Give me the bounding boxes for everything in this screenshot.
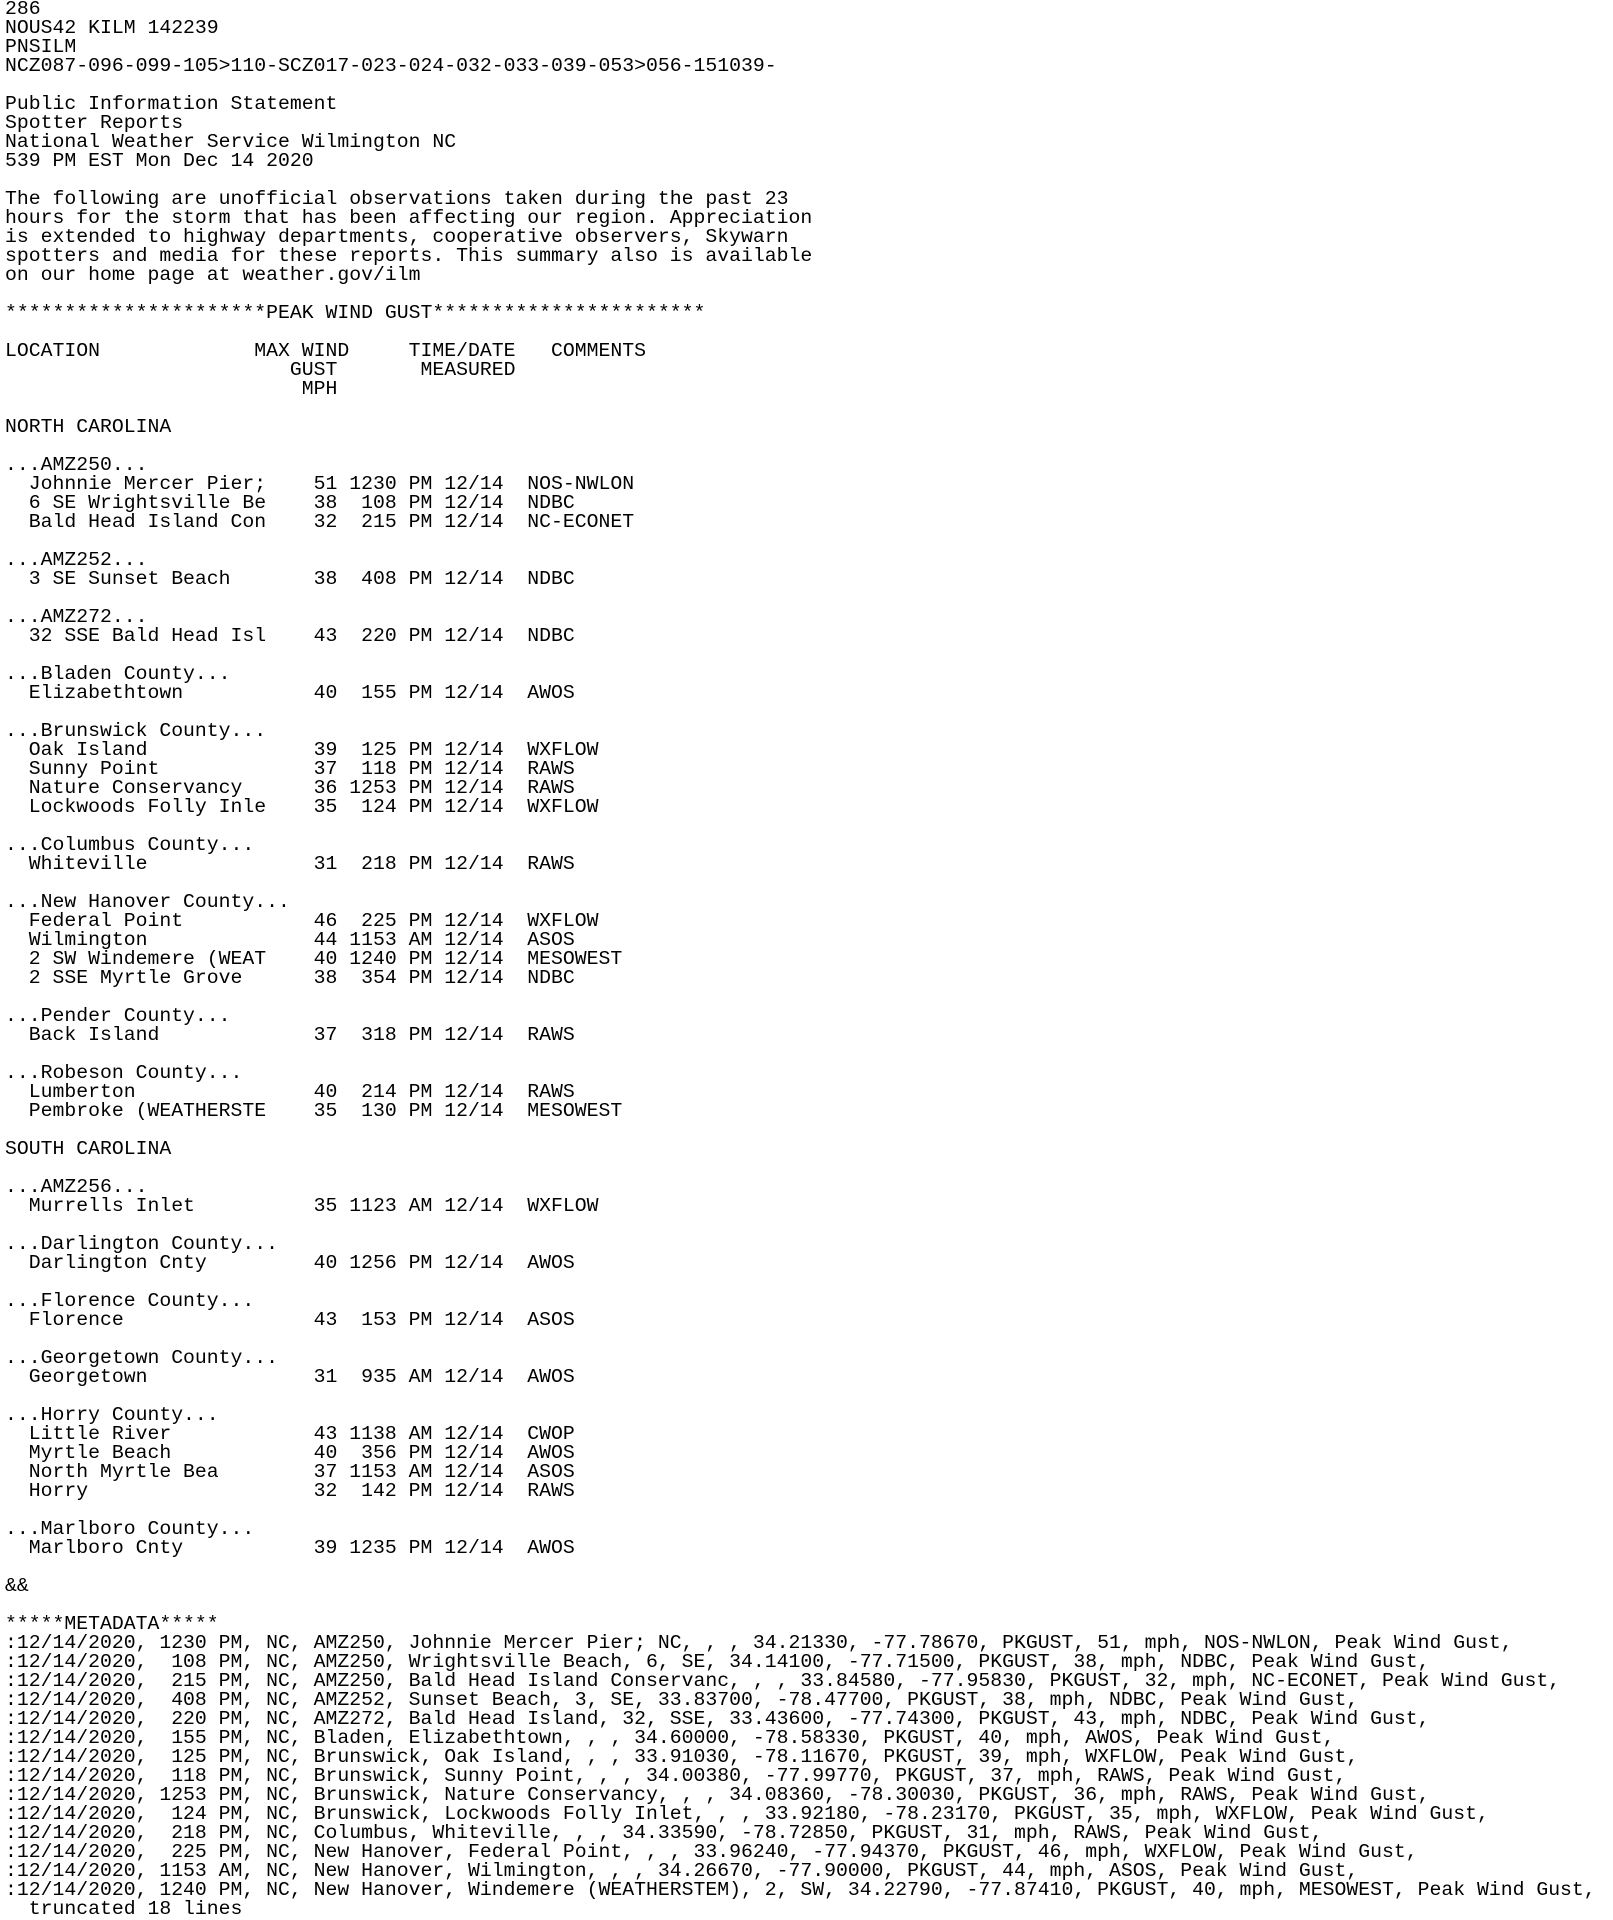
text-line: Back Island 37 318 PM 12/14 RAWS: [5, 1024, 575, 1046]
text-line: [5, 399, 1596, 418]
text-line: *****METADATA*****: [5, 1613, 219, 1635]
text-line: Bald Head Island Con 32 215 PM 12/14 NC-ECONET: [5, 511, 635, 533]
text-line: [5, 1558, 1596, 1577]
text-line: spotters and media for these reports. This summary also is available: [5, 245, 813, 267]
text-line: :12/14/2020, 125 PM, NC, Brunswick, Oak Island, , , 33.91030, -78.11670, PKGUST, 39, mph, WXFLOW, Peak Wind Gust,: [5, 1746, 1359, 1768]
text-line: [5, 1045, 1596, 1064]
text-line: Florence 43 153 PM 12/14 ASOS: [5, 1309, 575, 1331]
text-line: [5, 1387, 1596, 1406]
public-information-statement-text: [5, 0, 1596, 1919]
text-line: Johnnie Mercer Pier; 51 1230 PM 12/14 NOS-NWLON: [5, 473, 635, 495]
text-line: Spotter Reports: [5, 112, 184, 134]
text-line: 32 SSE Bald Head Isl 43 220 PM 12/14 NDBC: [5, 625, 575, 647]
text-line: :12/14/2020, 1240 PM, NC, New Hanover, Windemere (WEATHERSTEM), 2, SW, 34.22790, -77.87410, PKGUST, 40, mph, MESOWEST, Peak Wind Gust,: [5, 1879, 1596, 1901]
text-line: North Myrtle Bea 37 1153 AM 12/14 ASOS: [5, 1461, 575, 1483]
text-line: National Weather Service Wilmington NC: [5, 131, 457, 153]
text-line: ...AMZ272...: [5, 606, 148, 628]
text-line: 2 SW Windemere (WEAT 40 1240 PM 12/14 MESOWEST: [5, 948, 623, 970]
text-line: 6 SE Wrightsville Be 38 108 PM 12/14 NDBC: [5, 492, 575, 514]
text-line: :12/14/2020, 108 PM, NC, AMZ250, Wrightsville Beach, 6, SE, 34.14100, -77.71500, PKGUST, 38, mph, NDBC, Peak Wind Gust,: [5, 1651, 1430, 1673]
text-line: :12/14/2020, 1253 PM, NC, Brunswick, Nature Conservancy, , , 34.08360, -78.30030, PKGUST, 36, mph, RAWS, Peak Wind Gust,: [5, 1784, 1430, 1806]
text-line: Myrtle Beach 40 356 PM 12/14 AWOS: [5, 1442, 575, 1464]
text-line: ...Florence County...: [5, 1290, 255, 1312]
text-line: Oak Island 39 125 PM 12/14 WXFLOW: [5, 739, 599, 761]
text-line: MPH: [5, 378, 338, 400]
text-line: ...AMZ252...: [5, 549, 148, 571]
text-line: 286: [5, 0, 41, 20]
text-line: ...Horry County...: [5, 1404, 219, 1426]
text-line: [5, 1596, 1596, 1615]
text-line: NORTH CAROLINA: [5, 416, 172, 438]
text-line: :12/14/2020, 218 PM, NC, Columbus, Whiteville, , , 34.33590, -78.72850, PKGUST, 31, mph, RAWS, Peak Wind Gust,: [5, 1822, 1323, 1844]
text-line: on our home page at weather.gov/ilm: [5, 264, 421, 286]
text-line: ...Brunswick County...: [5, 720, 267, 742]
text-line: Whiteville 31 218 PM 12/14 RAWS: [5, 853, 575, 875]
text-line: Georgetown 31 935 AM 12/14 AWOS: [5, 1366, 575, 1388]
text-line: [5, 988, 1596, 1007]
text-line: :12/14/2020, 408 PM, NC, AMZ252, Sunset Beach, 3, SE, 33.83700, -78.47700, PKGUST, 38, mph, NDBC, Peak Wind Gust,: [5, 1689, 1359, 1711]
text-line: hours for the storm that has been affecting our region. Appreciation: [5, 207, 813, 229]
text-line: Elizabethtown 40 155 PM 12/14 AWOS: [5, 682, 575, 704]
text-line: [5, 532, 1596, 551]
text-line: ...Robeson County...: [5, 1062, 243, 1084]
text-line: Marlboro Cnty 39 1235 PM 12/14 AWOS: [5, 1537, 575, 1559]
text-line: Sunny Point 37 118 PM 12/14 RAWS: [5, 758, 575, 780]
text-line: LOCATION MAX WIND TIME/DATE COMMENTS: [5, 340, 647, 362]
text-line: is extended to highway departments, cooperative observers, Skywarn: [5, 226, 789, 248]
text-line: :12/14/2020, 1153 AM, NC, New Hanover, Wilmington, , , 34.26670, -77.90000, PKGUST, 44, mph, ASOS, Peak Wind Gust,: [5, 1860, 1359, 1882]
text-line: 2 SSE Myrtle Grove 38 354 PM 12/14 NDBC: [5, 967, 575, 989]
text-line: Federal Point 46 225 PM 12/14 WXFLOW: [5, 910, 599, 932]
text-line: Public Information Statement: [5, 93, 338, 115]
text-line: ...AMZ250...: [5, 454, 148, 476]
text-line: Nature Conservancy 36 1253 PM 12/14 RAWS: [5, 777, 575, 799]
text-line: ...Columbus County...: [5, 834, 255, 856]
text-line: ...Georgetown County...: [5, 1347, 279, 1369]
text-line: ...Bladen County...: [5, 663, 231, 685]
text-line: Lumberton 40 214 PM 12/14 RAWS: [5, 1081, 575, 1103]
text-line: [5, 1121, 1596, 1140]
text-line: Murrells Inlet 35 1123 AM 12/14 WXFLOW: [5, 1195, 599, 1217]
text-line: [5, 437, 1596, 456]
text-line: ...Marlboro County...: [5, 1518, 255, 1540]
text-line: [5, 646, 1596, 665]
text-line: **********************PEAK WIND GUST***********************: [5, 302, 706, 324]
text-line: [5, 1159, 1596, 1178]
text-line: ...New Hanover County...: [5, 891, 290, 913]
text-line: :12/14/2020, 155 PM, NC, Bladen, Elizabethtown, , , 34.60000, -78.58330, PKGUST, 40, mph, AWOS, Peak Wind Gust,: [5, 1727, 1335, 1749]
text-line: Lockwoods Folly Inle 35 124 PM 12/14 WXFLOW: [5, 796, 599, 818]
text-line: 539 PM EST Mon Dec 14 2020: [5, 150, 314, 172]
text-line: Little River 43 1138 AM 12/14 CWOP: [5, 1423, 575, 1445]
text-line: PNSILM: [5, 36, 77, 58]
text-line: &&: [5, 1575, 29, 1597]
text-line: 3 SE Sunset Beach 38 408 PM 12/14 NDBC: [5, 568, 575, 590]
text-line: :12/14/2020, 225 PM, NC, New Hanover, Federal Point, , , 33.96240, -77.94370, PKGUST, 46, mph, WXFLOW, Peak Wind Gust,: [5, 1841, 1418, 1863]
text-line: truncated 18 lines: [5, 1898, 243, 1920]
text-line: [5, 589, 1596, 608]
text-line: Horry 32 142 PM 12/14 RAWS: [5, 1480, 575, 1502]
text-line: Wilmington 44 1153 AM 12/14 ASOS: [5, 929, 575, 951]
text-line: ...AMZ256...: [5, 1176, 148, 1198]
text-line: NCZ087-096-099-105>110-SCZ017-023-024-032-033-039-053>056-151039-: [5, 55, 777, 77]
text-line: ...Darlington County...: [5, 1233, 279, 1255]
text-line: SOUTH CAROLINA: [5, 1138, 172, 1160]
text-line: :12/14/2020, 1230 PM, NC, AMZ250, Johnnie Mercer Pier; NC, , , 34.21330, -77.78670, PKGUST, 51, mph, NOS-NWLON, Peak Wind Gust,: [5, 1632, 1513, 1654]
text-line: ...Pender County...: [5, 1005, 231, 1027]
text-line: The following are unofficial observations taken during the past 23: [5, 188, 789, 210]
text-line: :12/14/2020, 118 PM, NC, Brunswick, Sunny Point, , , 34.00380, -77.99770, PKGUST, 37, mph, RAWS, Peak Wind Gust,: [5, 1765, 1347, 1787]
text-line: :12/14/2020, 220 PM, NC, AMZ272, Bald Head Island, 32, SSE, 33.43600, -77.74300, PKGUST, 43, mph, NDBC, Peak Wind Gust,: [5, 1708, 1430, 1730]
text-line: Darlington Cnty 40 1256 PM 12/14 AWOS: [5, 1252, 575, 1274]
text-line: GUST MEASURED: [5, 359, 516, 381]
text-line: Pembroke (WEATHERSTE 35 130 PM 12/14 MESOWEST: [5, 1100, 623, 1122]
text-line: :12/14/2020, 124 PM, NC, Brunswick, Lockwoods Folly Inlet, , , 33.92180, -78.23170, PKGUST, 35, mph, WXFLOW, Peak Wind Gust,: [5, 1803, 1489, 1825]
text-line: :12/14/2020, 215 PM, NC, AMZ250, Bald Head Island Conservanc, , , 33.84580, -77.95830, PKGUST, 32, mph, NC-ECONET, Peak Wind Gust,: [5, 1670, 1561, 1692]
text-line: NOUS42 KILM 142239: [5, 17, 219, 39]
